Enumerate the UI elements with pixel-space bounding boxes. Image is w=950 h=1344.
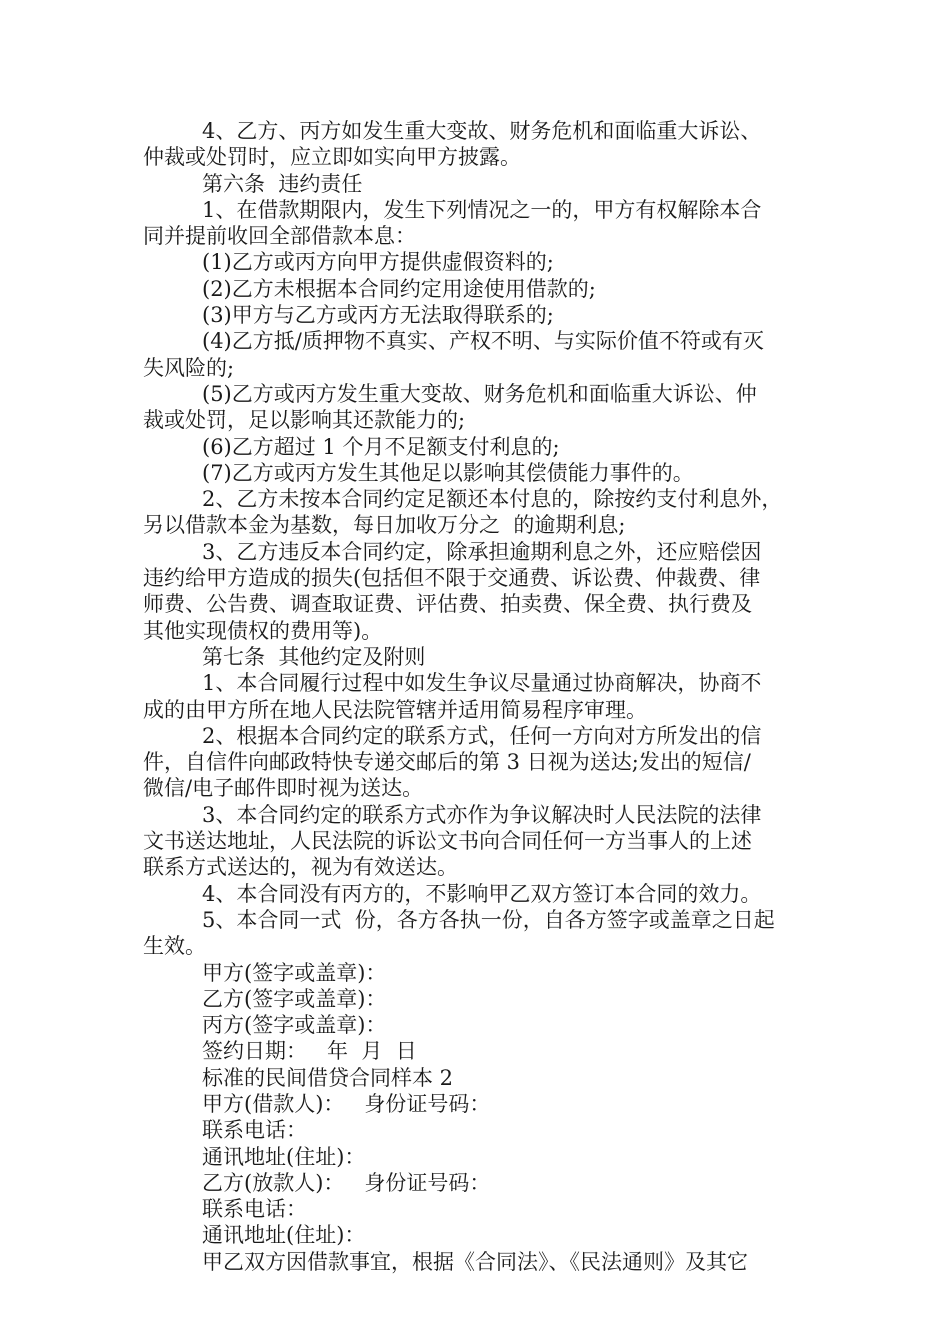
document-line: 4、乙方、丙方如发生重大变故、财务危机和面临重大诉讼、	[202, 119, 762, 143]
document-line: 乙方(放款人)： 身份证号码：	[202, 1170, 491, 1195]
document-line: 通讯地址(住址)：	[202, 1223, 366, 1248]
document-line: 第七条 其他约定及附则	[202, 644, 426, 669]
document-line: 联系电话：	[202, 1118, 307, 1143]
document-line: 失风险的;	[143, 355, 235, 380]
document-line: 2、根据本合同约定的联系方式，任何一方向对方所发出的信	[202, 723, 762, 748]
document-line: 同并提前收回全部借款本息：	[143, 224, 416, 249]
document-line: 微信/电子邮件即时视为送达。	[143, 776, 424, 801]
document-line: (7)乙方或丙方发生其他足以影响其偿债能力事件的。	[202, 460, 694, 485]
document-line: 联系电话：	[202, 1197, 307, 1222]
document-line: (5)乙方或丙方发生重大变故、财务危机和面临重大诉讼、仲	[202, 381, 757, 406]
document-line: 另以借款本金为基数，每日加收万分之 的逾期利息;	[143, 513, 626, 538]
document-line: 甲方(签字或盖章)：	[202, 960, 387, 985]
document-line: (4)乙方抵/质押物不真实、产权不明、与实际价值不符或有灭	[202, 329, 764, 354]
document-page	[143, 118, 813, 1275]
document-line: 生效。	[143, 934, 206, 959]
document-line: (3)甲方与乙方或丙方无法取得联系的;	[202, 303, 554, 328]
document-line: 师费、公告费、调查取证费、评估费、拍卖费、保全费、执行费及	[143, 592, 752, 617]
document-line: 成的由甲方所在地人民法院管辖并适用简易程序审理。	[143, 697, 647, 722]
document-line: 仲裁或处罚时，应立即如实向甲方披露。	[143, 145, 521, 170]
document-line: 裁或处罚，足以影响其还款能力的;	[143, 408, 466, 433]
document-line: 甲乙双方因借款事宜，根据《合同法》、《民法通则》及其它	[202, 1249, 748, 1274]
document-line: 标准的民间借贷合同样本 2	[202, 1065, 454, 1090]
document-line: 5、本合同一式 份，各方各执一份，自各方签字或盖章之日起	[202, 907, 775, 932]
document-line: 3、本合同约定的联系方式亦作为争议解决时人民法院的法律	[202, 802, 762, 827]
document-line: 乙方(签字或盖章)：	[202, 986, 387, 1011]
document-line: 签约日期： 年 月 日	[202, 1039, 417, 1064]
document-line: (6)乙方超过 1 个月不足额支付利息的;	[202, 434, 560, 459]
document-line: 通讯地址(住址)：	[202, 1144, 366, 1169]
document-line: 甲方(借款人)： 身份证号码：	[202, 1091, 491, 1116]
document-line: 件，自信件向邮政特快专递交邮后的第 3 日视为送达;发出的短信/	[143, 750, 751, 775]
document-line: (2)乙方未根据本合同约定用途使用借款的;	[202, 276, 596, 301]
document-line: 丙方(签字或盖章)：	[202, 1013, 387, 1038]
document-line: 第六条 违约责任	[202, 171, 363, 196]
document-line: 违约给甲方造成的损失(包括但不限于交通费、诉讼费、仲裁费、律	[143, 566, 761, 591]
document-line: (1)乙方或丙方向甲方提供虚假资料的;	[202, 250, 554, 275]
document-line: 联系方式送达的，视为有效送达。	[143, 855, 458, 880]
document-line: 1、在借款期限内，发生下列情况之一的，甲方有权解除本合	[202, 197, 762, 222]
document-line: 1、本合同履行过程中如发生争议尽量通过协商解决，协商不	[202, 671, 762, 696]
document-line: 3、乙方违反本合同约定，除承担逾期利息之外，还应赔偿因	[202, 539, 762, 564]
document-line: 4、本合同没有丙方的，不影响甲乙双方签订本合同的效力。	[202, 881, 762, 906]
document-line: 2、乙方未按本合同约定足额还本付息的，除按约支付利息外，	[202, 487, 783, 512]
document-line: 文书送达地址，人民法院的诉讼文书向合同任何一方当事人的上述	[143, 829, 752, 854]
document-line: 其他实现债权的费用等)。	[143, 618, 383, 643]
